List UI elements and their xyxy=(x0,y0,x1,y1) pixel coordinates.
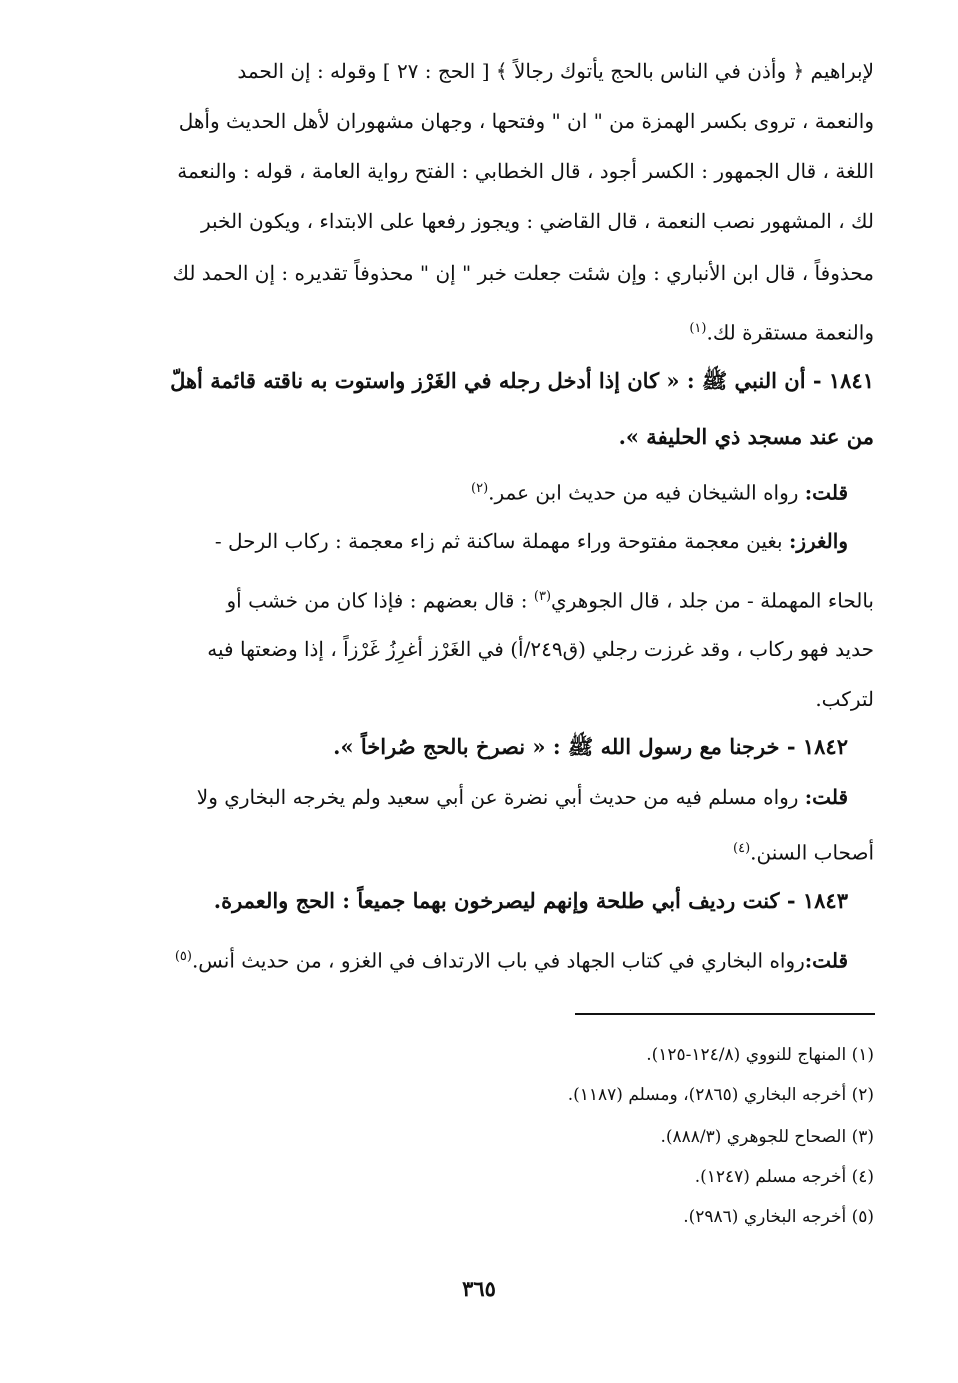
gharz-label: والغرز: xyxy=(788,529,848,553)
footnote-marker-1: (١) xyxy=(689,321,707,336)
comment-1842-line-2-text: أصحاب السنن. xyxy=(750,840,874,865)
comment-label: قلت: xyxy=(804,948,848,973)
hadith-1841-line-2: من عند مسجد ذي الحليفة ». xyxy=(618,424,874,449)
footnote-4: (٤) أخرجه مسلم (١٢٤٧). xyxy=(694,1167,874,1187)
footnote-3: (٣) الصحاح للجوهري (٨٨٨/٣). xyxy=(660,1127,874,1147)
comment-1843-text: رواه البخاري في كتاب الجهاد في باب الارتداف في الغزو ، من حديث أنس. xyxy=(191,948,805,973)
hadith-1841-line-1: ١٨٤١ - أن النبي ﷺ : « كان إذا أدخل رجله في الغَرْز واستوت به ناقته قائمة أهلّ xyxy=(170,368,874,393)
comment-label: قلت: xyxy=(804,785,848,809)
page-number: ٣٦٥ xyxy=(462,1276,496,1301)
footnote-marker-2: (٢) xyxy=(471,481,489,496)
footnote-divider xyxy=(575,1013,875,1015)
gharz-line-2 xyxy=(103,580,874,618)
comment-1842-line-1 xyxy=(103,780,848,814)
comment-1841-text: رواه الشيخان فيه من حديث ابن عمر. xyxy=(488,480,805,505)
comment-label: قلت: xyxy=(804,480,848,505)
hadith-1842: ١٨٤٢ - خرجنا مع رسول الله ﷺ : « نصرخ بالحج صُراخاً ». xyxy=(333,734,848,759)
footnote-1: (١) المنهاج للنووي (١٢٤/٨-١٢٥). xyxy=(646,1045,874,1065)
gharz-line-4: لتركب. xyxy=(815,687,874,711)
body-line-6 xyxy=(103,312,874,350)
body-line-3: اللغة ، قال الجمهور : الكسر أجود ، قال الخطابي : الفتح رواية العامة ، قوله : والنعمة xyxy=(177,159,874,183)
comment-1841 xyxy=(103,472,848,510)
gharz-line-1-text: بغين معجمة مفتوحة وراء مهملة ساكنة ثم زاء معجمة : ركاب الرحل - xyxy=(214,529,789,553)
body-line-5: محذوفاً ، قال ابن الأنباري : وإن شئت جعلت خبر " إن " محذوفاً تقديره : إن الحمد لك xyxy=(172,261,874,285)
footnote-marker-3: (٣) xyxy=(533,589,552,604)
body-line-2: والنعمة ، تروى بكسر الهمزة من " ان " وفتحها ، وجهان مشهوران لأهل الحديث وأهل xyxy=(178,109,874,133)
comment-1842-line-2 xyxy=(103,832,874,870)
footnote-5: (٥) أخرجه البخاري (٢٩٨٦). xyxy=(683,1207,874,1227)
footnote-marker-4: (٤) xyxy=(733,841,751,856)
comment-1843 xyxy=(103,940,848,978)
gharz-line-3: حديد فهو ركاب ، وقد غرزت رجلي (ق٢٤٩/أ) في الغَرْز أغرِزُ غَرْزاً ، إذا وضعتها فيه xyxy=(207,637,874,661)
gharz-line-2b: : قال بعضهم : فإذا كان من خشب أو xyxy=(226,588,534,613)
body-line-6-text: والنعمة مستقرة لك. xyxy=(706,320,874,345)
comment-1842-text: رواه مسلم فيه من حديث أبي نضرة عن أبي سعيد ولم يخرجه البخاري ولا xyxy=(196,785,805,809)
footnote-marker-5: (٥) xyxy=(174,949,192,964)
body-line-4: لك ، المشهور نصب النعمة ، قال القاضي : ويجوز رفعها على الابتداء ، ويكون الخبر xyxy=(200,209,874,233)
hadith-1843: ١٨٤٣ - كنت رديف أبي طلحة وإنهم ليصرخون بهما جميعاً : الحج والعمرة. xyxy=(213,888,848,913)
gharz-line-2a: بالحاء المهملة - من جلد ، قال الجوهري xyxy=(551,588,874,613)
footnote-2: (٢) أخرجه البخاري (٢٨٦٥)، ومسلم (١١٨٧). xyxy=(567,1085,874,1105)
body-line-1: لإبراهيم ﴿ وأذن في الناس بالحج يأتوك رجالاً ﴾ [ الحج : ٢٧ ] وقوله : إن الحمد xyxy=(237,59,874,83)
gharz-line-1 xyxy=(103,524,848,558)
